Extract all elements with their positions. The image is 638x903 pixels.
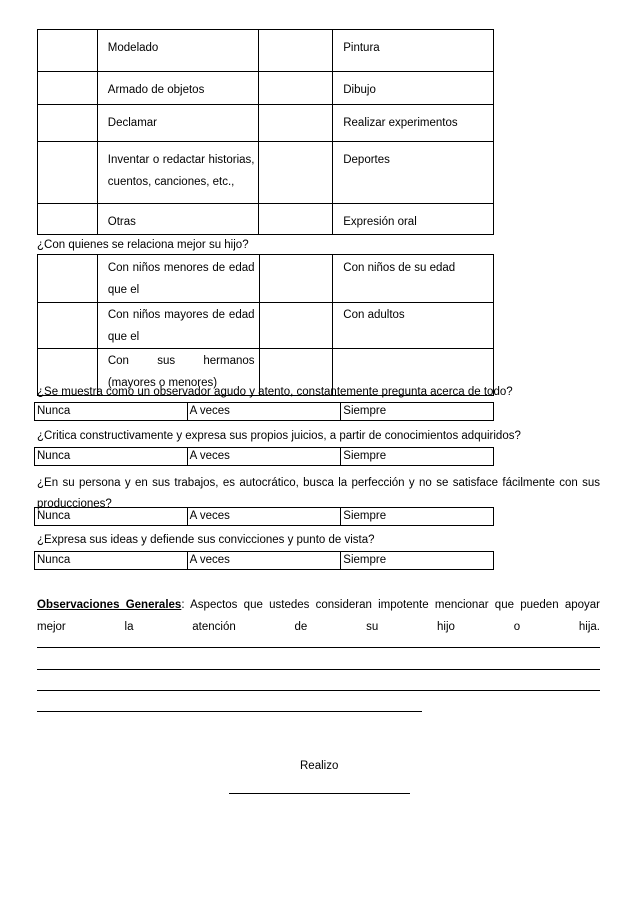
- activities-table: [37, 29, 494, 235]
- answer-table: [34, 507, 494, 526]
- activity-row: [38, 142, 494, 204]
- option-siempre[interactable]: Siempre: [341, 508, 494, 526]
- activity-row: [38, 30, 494, 72]
- activity-option: Declamar: [107, 117, 158, 129]
- relation-option: Con niños de su edad: [343, 262, 456, 274]
- activity-option: Pintura: [343, 42, 380, 54]
- option-a-veces[interactable]: A veces: [187, 403, 341, 421]
- question-text: ¿Expresa sus ideas y defiende sus convicciones y punto de vista?: [37, 534, 375, 546]
- activity-row: [38, 72, 494, 105]
- relations-table: [37, 254, 494, 396]
- observations-text: : Aspectos que ustedes consideran impotente mencionar que pueden apoyar mejor la atención de su hijo o hija.: [37, 599, 600, 633]
- option-siempre[interactable]: Siempre: [341, 403, 494, 421]
- answer-line[interactable]: [37, 711, 422, 712]
- activity-option: Inventar o redactar historias, cuentos, canciones, etc.,: [107, 154, 255, 188]
- activity-option: Armado de objetos: [107, 84, 205, 96]
- option-nunca[interactable]: Nunca: [35, 552, 188, 570]
- question-text: ¿Critica constructivamente y expresa sus propios juicios, a partir de conocimientos adquiridos?: [37, 430, 521, 442]
- observations-section: [37, 594, 600, 638]
- answer-line[interactable]: [37, 669, 600, 670]
- activity-row: [38, 105, 494, 142]
- answer-table: [34, 551, 494, 570]
- relation-option: Con sus hermanos (mayores o menores): [107, 355, 255, 390]
- answer-table: [34, 447, 494, 466]
- question-text: ¿Se muestra como un observador agudo y atento, constantemente pregunta acerca de todo?: [37, 386, 513, 398]
- relation-option: Con niños menores de edad que el: [107, 262, 255, 296]
- activity-option: Realizar experimentos: [343, 117, 458, 129]
- activity-option: Dibujo: [343, 84, 376, 96]
- answer-line[interactable]: [37, 647, 600, 648]
- relation-option: Con niños mayores de edad que el: [107, 308, 255, 343]
- relation-row: [38, 302, 494, 349]
- option-siempre[interactable]: Siempre: [341, 552, 494, 570]
- relations-question: ¿Con quienes se relaciona mejor su hijo?: [37, 239, 249, 251]
- activity-option: Deportes: [343, 154, 390, 166]
- activity-row: [38, 204, 494, 235]
- relation-option: [333, 349, 493, 351]
- observations-heading: Observaciones Generales: [37, 599, 182, 611]
- relation-option: Con adultos: [343, 308, 405, 321]
- activity-option: Otras: [107, 216, 136, 228]
- signature-label: Realizo: [300, 760, 339, 772]
- relation-row: [38, 255, 494, 303]
- option-a-veces[interactable]: A veces: [187, 552, 341, 570]
- option-siempre[interactable]: Siempre: [341, 448, 494, 466]
- option-nunca[interactable]: Nunca: [35, 448, 188, 466]
- answer-table: [34, 402, 494, 421]
- option-a-veces[interactable]: A veces: [187, 448, 341, 466]
- option-a-veces[interactable]: A veces: [187, 508, 341, 526]
- question-text: ¿En su persona y en sus trabajos, es autocrático, busca la perfección y no se satisface fácilmente con sus producciones?: [37, 477, 600, 510]
- option-nunca[interactable]: Nunca: [35, 403, 188, 421]
- option-nunca[interactable]: Nunca: [35, 508, 188, 526]
- answer-line[interactable]: [37, 690, 600, 691]
- activity-option: Modelado: [107, 42, 159, 54]
- activity-option: Expresión oral: [343, 216, 417, 228]
- signature-line[interactable]: [229, 793, 410, 794]
